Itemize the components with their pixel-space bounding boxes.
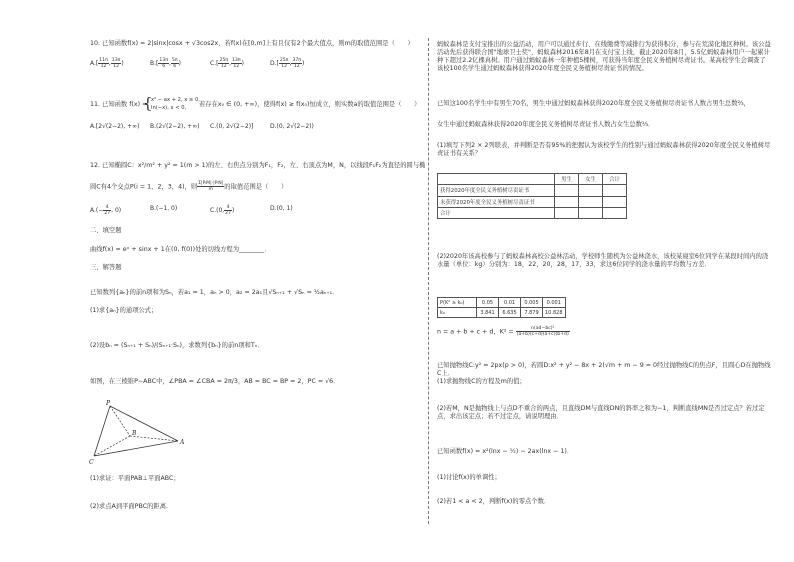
table-row: [438, 196, 627, 207]
q11-stem-suffix: 若存在x₀ ∈ (0, +∞)，使得f(x) ≥ f(x₀)恒成立，则实数a的取值范围是（ ）: [199, 101, 421, 108]
q11-brace: {: [143, 94, 153, 112]
table-cell: [603, 185, 627, 196]
table-row: [438, 308, 566, 318]
q10-stem: 10. 已知函数f(x) = 2|sinx|cosx + √3cos2x，若f(x)在[0,m]上有且仅有2个最大值点，则m的取值范围是（ ）: [90, 40, 414, 47]
label-c: C: [89, 459, 94, 466]
table-cell: 10.828: [543, 308, 566, 318]
table-cell: [603, 207, 627, 218]
s2-part-1: (1)求证：平面PAB⊥平面ABC；: [90, 475, 180, 482]
table-cell: [579, 207, 603, 218]
table-cell: 获得2020年度全民义务植树尽责证书: [438, 185, 555, 196]
s1-part-2: (2)设bₙ = (Sₙ₊₁ + Sₙ)/(Sₙ₊₁·Sₙ)，求数列{bₙ}的前n项和Tₙ．: [90, 342, 264, 349]
q10-option-d: D.[ $\frac{25\pi}{12}$ , $\frac{37\pi}{12}$ ): [270, 58, 305, 69]
q11-piece-1: x² − ax + 2, x ≥ 0,: [151, 97, 200, 103]
table-cell: [555, 185, 579, 196]
table-row: [438, 185, 627, 196]
s4-part-1: (1)求抛物线C的方程及m的值；: [437, 378, 526, 385]
q11-piece-2: ln(−x), x < 0,: [151, 105, 187, 111]
table-cell: 0.001: [543, 298, 566, 308]
edge-pb: [110, 406, 130, 436]
table-cell: 6.635: [499, 308, 521, 318]
s1-stem: 已知数列{aₙ}的前n项和为Sₙ，若a₁ = 1，aₙ > 0，a₂ = 2a₁且√Sₙ₊₁ + √Sₙ = ¹⁄₂aₙ₊₁．: [90, 289, 339, 296]
q10-option-c: C.[ $\frac{25\pi}{12}$ , $\frac{13\pi}{12}$ ): [210, 58, 244, 69]
label-p: P: [106, 400, 111, 407]
table-cell: 0.05: [477, 298, 499, 308]
table-row: [438, 298, 566, 308]
s5-part-2: (2)若1 < a < 2，判断f(x)的零点个数．: [437, 498, 551, 505]
s3-paragraph-1: 蚂蚁森林是支付宝推出的公益活动，用户可以通过步行、在线缴费等减排行为获得积分，参与在荒漠化地区种树。该公益活动先后获得联合国"地球卫士奖"、蚂蚁森林2016年8月在支付宝上线，截止2020年8月，5.5亿蚂蚁森林用户一起累计种下超过2.2亿棵真树。用户通过蚂蚁森林一年种植5棵树，可获得当年度全民义务植树尽责证书。某高校学生会调查了该校100名学生通过蚂蚁森林获得2020年度全民义务植树尽责证书的情况。: [437, 41, 771, 72]
tetrahedron-figure: [88, 398, 198, 470]
critical-value-table: [437, 297, 566, 318]
table-cell: [603, 196, 627, 207]
edge-ba: [130, 436, 178, 441]
table-header-cell: 男生: [555, 174, 579, 185]
table-cell: 7.879: [521, 308, 543, 318]
label-a: A: [180, 439, 185, 446]
table-cell: [555, 196, 579, 207]
table-cell: 合计: [438, 207, 555, 218]
table-header-cell: 合计: [603, 174, 627, 185]
contingency-table: [437, 173, 627, 219]
s4-part-2: (2)若M，N是抛物线上与点D不重合的两点，且直线DM与直线DN的斜率之和为−1，判断直线MN是否过定点？若过定点，求出该定点；若不过定点，请说明理由．: [437, 405, 765, 420]
q12-option-b: B.(−1, 0): [150, 205, 178, 212]
answer-heading: 三、解答题: [90, 264, 122, 271]
q12-option-d: D.(0, 1): [270, 205, 293, 212]
table-cell: 0.01: [499, 298, 521, 308]
edge-ca: [94, 441, 178, 456]
s3-part-1: (1)填写下列2 × 2列联表，并判断是否有95%的把握认为该校学生的性别与通过蚂蚁森林获得2020年度全民义务植树尽责证书有关系？: [437, 142, 771, 157]
table-cell: 3.841: [477, 308, 499, 318]
s5-part-1: (1)讨论f(x)的单调性；: [437, 474, 501, 481]
s3-part-2: (2)2020年该高校参与了蚂蚁森林高校公益林活动，学校师生随机为公益林浇水，该校某寝室6位同学在某段时间内的浇水量（单位：kg）分别为：18，22，20，28，17，33，求这6位同学的浇水量的平均数与方差．: [437, 253, 769, 268]
table-header-cell: [438, 174, 555, 185]
table-header-row: [438, 174, 627, 185]
q12-option-c: C.(0, $\frac{4}{27}$ ): [210, 205, 235, 216]
q11-option-d: D.(0, 2√(2−2)): [270, 123, 314, 130]
q11-stem-prefix: 11. 已知函数 f(x) =: [90, 101, 148, 108]
q11-option-b: B.(2√(2−2), +∞): [150, 123, 200, 130]
s4-stem: 已知抛物线C:y² = 2px(p > 0)，若圆D:x² + y² − 8x + 2(√m + m − 9 = 0经过抛物线C的焦点F，且圆心D在抛物线C上．: [437, 362, 771, 377]
q12-line-1: 12. 已知椭圆C：x²/m² + y² = 1(m > 1)的左、右焦点分别为F₁，F₂，左、右顶点为M，N，以线段F₁F₂为直径的圆与椭: [90, 162, 426, 169]
q12-option-a: A.(− $\frac{4}{27}$ , 0): [90, 205, 122, 216]
q10-option-a: A.[ $\frac{11\pi}{12}$ , $\frac{13\pi}{12}$ ): [90, 58, 124, 69]
q12-fraction: $\frac{\text{Σ|PᵢM|·|PᵢN|}}{m}$: [198, 181, 224, 192]
table-cell: 0.005: [521, 298, 543, 308]
table-cell: P(K² ≥ k₀): [438, 298, 477, 308]
q11-option-c: C.(0, 2√(2−2)]: [210, 123, 254, 130]
table-cell: [579, 185, 603, 196]
q12-line-2: 圆C有4个交点P(i = 1，2，3，4)，则 $\frac{\text{Σ|PᵢM|·|PᵢN|}}{m}$ 的取值范围是（ ）: [90, 181, 288, 192]
s2-part-2: (2)求点A到平面PBC的距离．: [90, 503, 173, 510]
table-cell: [579, 196, 603, 207]
q11-option-a: A.[2√(2−2), +∞): [90, 123, 140, 130]
s5-stem: 已知函数f(x) = x²(lnx − ½) − 2ax(lnx − 1)．: [437, 448, 574, 455]
s3-paragraph-3: 女生中通过蚂蚁森林获得2020年度全民义务植树尽责证书人数占女生总数¹⁄₃．: [437, 121, 655, 128]
table-cell: k₀: [438, 308, 477, 318]
edge-pa: [110, 406, 178, 441]
s1-part-1: (1)求{aₙ}的通项公式；: [90, 307, 158, 314]
column-divider: [428, 38, 429, 524]
s2-stem: 如图，在三棱锥P−ABC中，∠PBA = ∠CBA = 2π/3，AB = BC = BP = 2，PC = √6．: [90, 378, 340, 385]
fill-question: 曲线f(x) = eˣ + sinx + 1在(0, f(0))处的切线方程为________．: [90, 246, 271, 253]
table-cell: 未获得2020年度全民义务植树尽责证书: [438, 196, 555, 207]
fill-heading: 二、填空题: [90, 227, 122, 234]
k-squared-formula: n = a + b + c + d，K² = $\frac{\text{n(ad−bc)²}}{(a+b)(c+d)(a+c)(b+d)}$: [437, 326, 569, 337]
table-cell: [555, 207, 579, 218]
s3-paragraph-2: 已知这100名学生中有男生70名，男生中通过蚂蚁森林获得2020年度全民义务植树尽责证书人数占男生总数²⁄₃，: [437, 100, 750, 107]
table-row: [438, 207, 627, 218]
table-header-cell: 女生: [579, 174, 603, 185]
q10-option-b: B.[ $\frac{13\pi}{6}$ , $\frac{5\pi}{6}$ ): [150, 58, 181, 69]
label-b: B: [132, 430, 137, 437]
